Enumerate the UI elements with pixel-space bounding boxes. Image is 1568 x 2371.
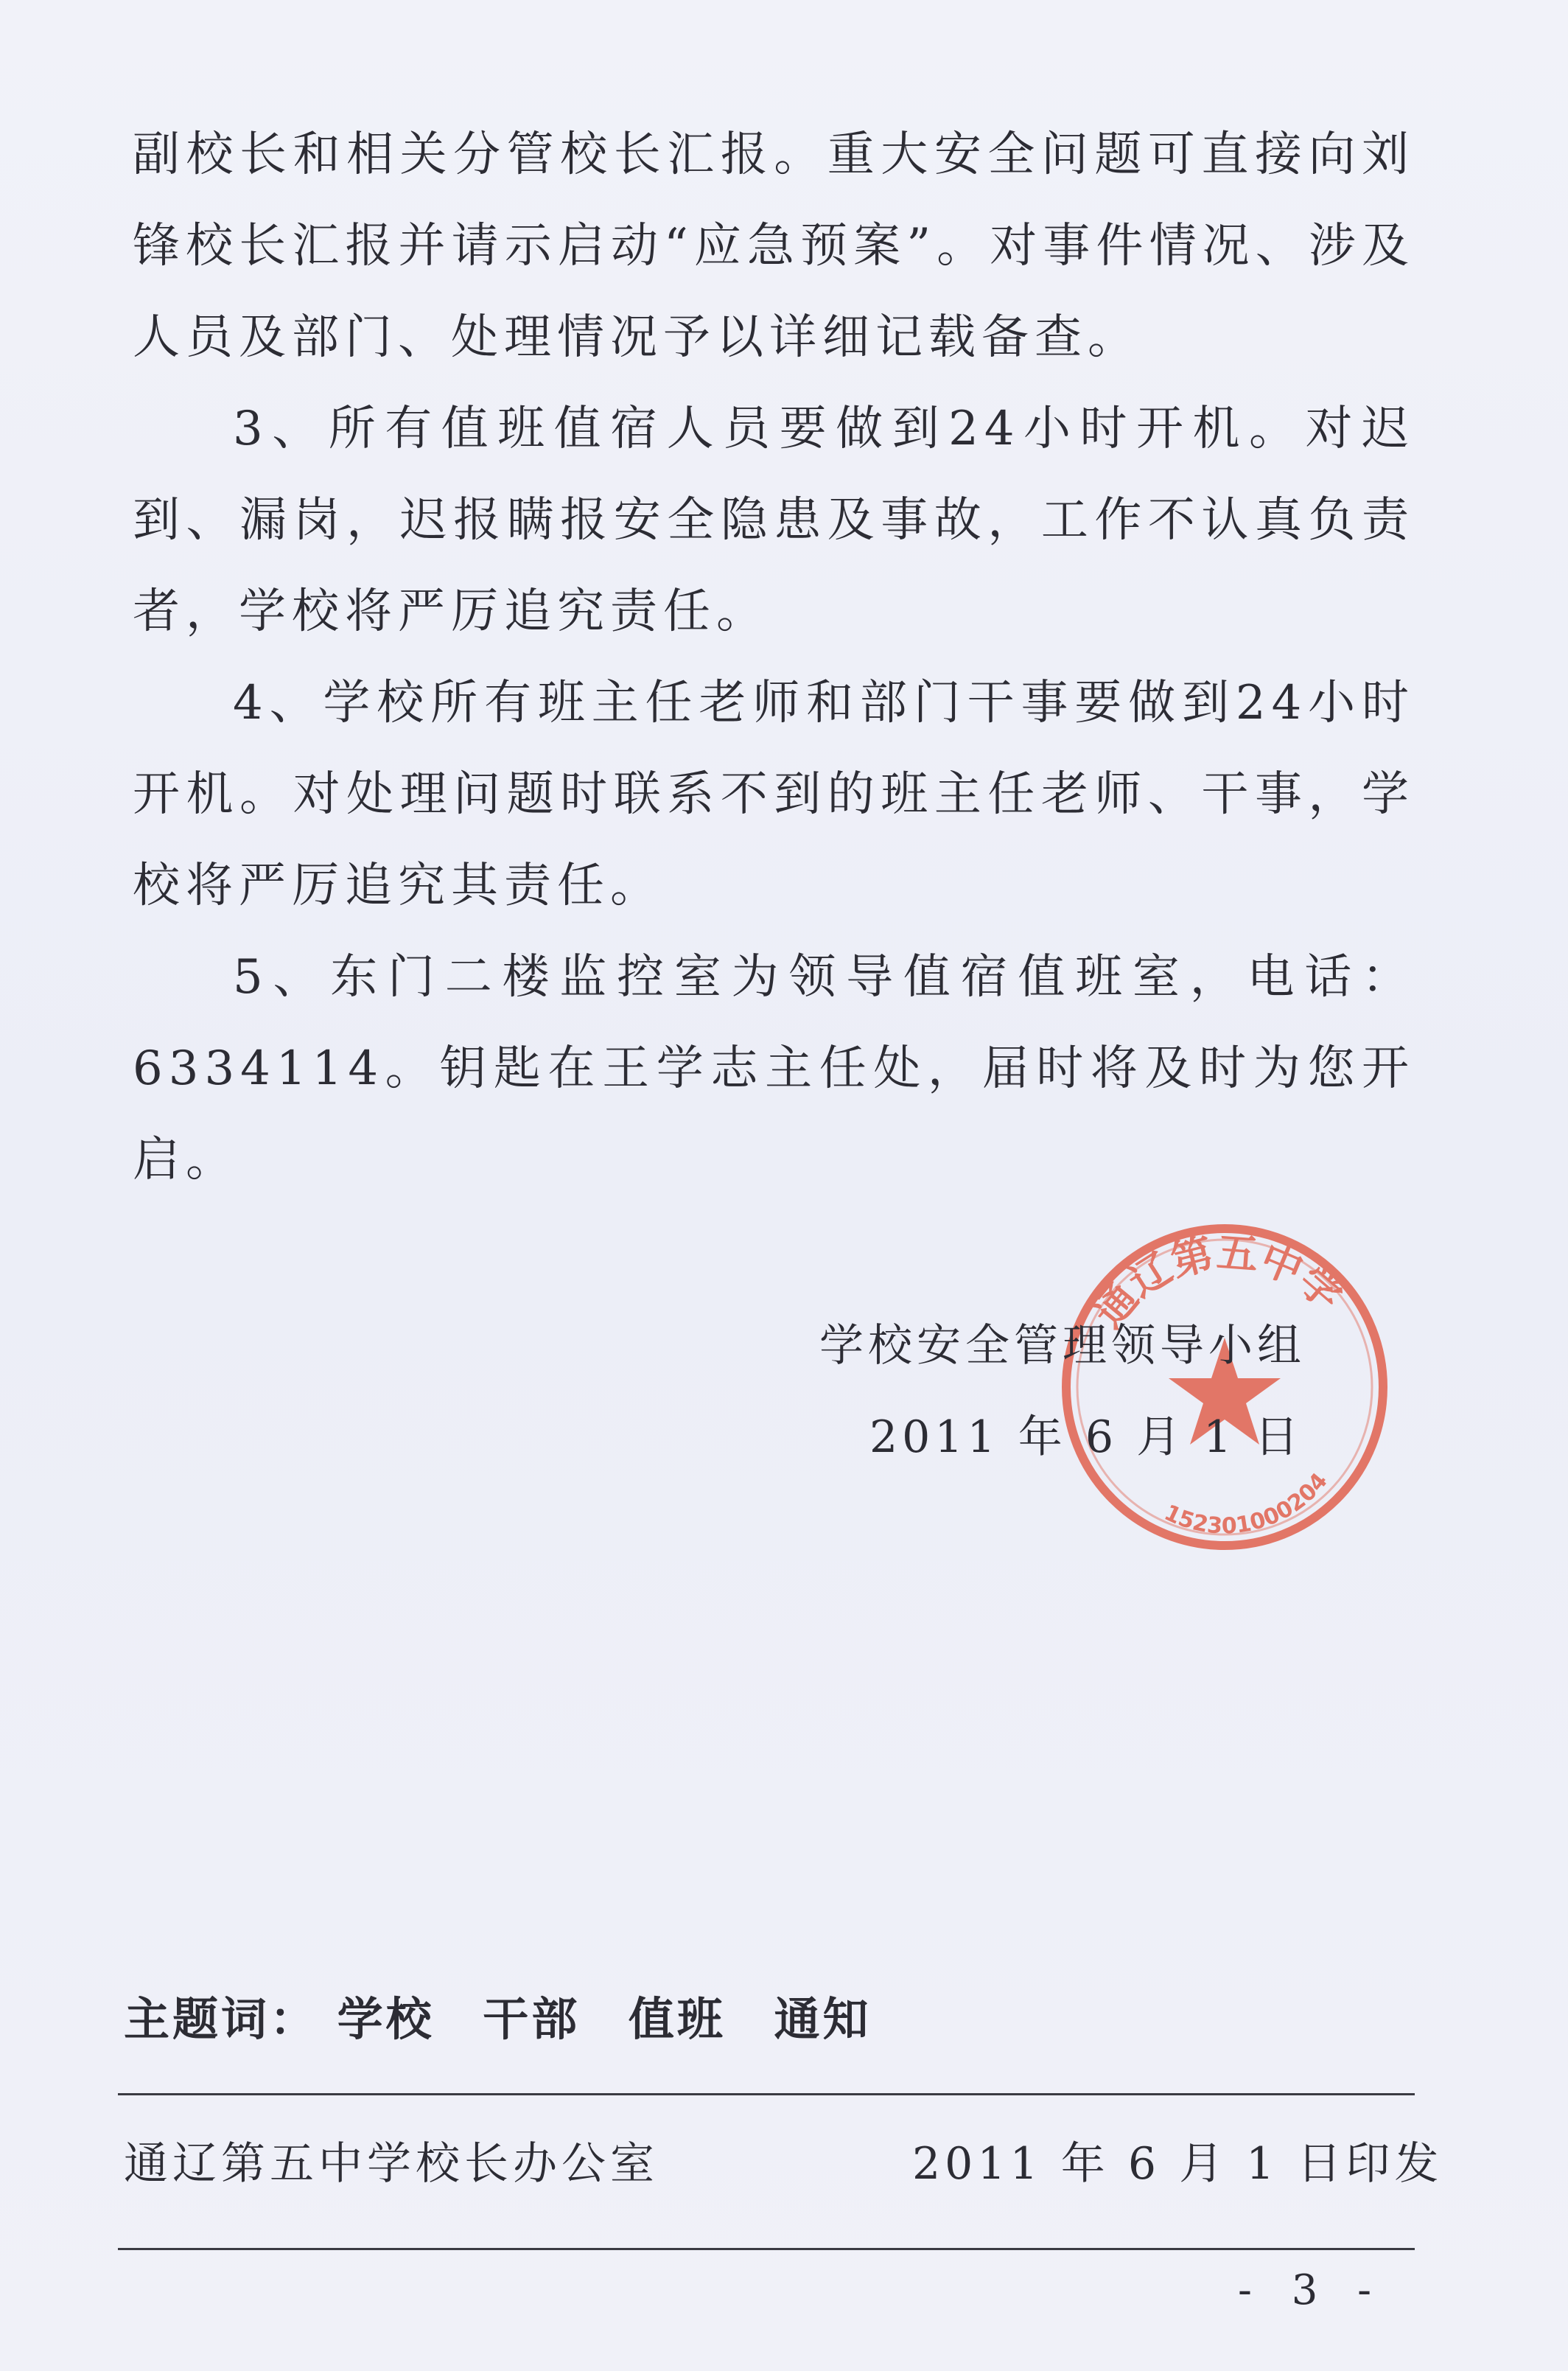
subject-keywords	[124, 1983, 900, 2048]
keyword-item: 干部	[483, 1992, 581, 2046]
page-number: - 3 -	[1238, 2266, 1385, 2314]
keyword-item: 通知	[774, 1992, 872, 2046]
signature-date: 2011 年 6 月 1 日	[869, 1411, 1303, 1463]
issue-date: 2011 年 6 月 1 日印发	[912, 2138, 1443, 2190]
divider-bottom	[118, 2248, 1415, 2250]
issuer-office: 通辽第五中学校长办公室	[124, 2138, 659, 2190]
official-seal-stamp	[1032, 1194, 1415, 1577]
keywords-label: 主题词：	[124, 1992, 319, 2046]
paragraph-item-3: 3、所有值班值宿人员要做到24小时开机。对迟到、漏岗，迟报瞒报安全隐患及事故，工作不认真负责者，学校将严厉追究责任。	[133, 402, 1415, 639]
divider-top	[118, 2093, 1415, 2095]
paragraph-item-5: 5、东门二楼监控室为领导值宿值班室，电话：6334114。钥匙在王学志主任处，届时将及时为您开启。	[133, 950, 1415, 1187]
seal-number-text: 152301000204	[1160, 1468, 1333, 1540]
signature-organization: 学校安全管理领导小组	[819, 1320, 1306, 1372]
keyword-item: 值班	[628, 1992, 726, 2046]
paragraph-continuation: 副校长和相关分管校长汇报。重大安全问题可直接向刘锋校长汇报并请示启动“应急预案”。对事件情况、涉及人员及部门、处理情况予以详细记载备查。	[133, 128, 1415, 365]
paragraph-item-4: 4、学校所有班主任老师和部门干事要做到24小时开机。对处理问题时联系不到的班主任老师、干事，学校将严厉追究其责任。	[133, 676, 1415, 913]
document-body	[133, 109, 1415, 1206]
keyword-item: 学校	[337, 1992, 435, 2046]
seal-name-text: 通辽第五中学	[1085, 1228, 1352, 1338]
